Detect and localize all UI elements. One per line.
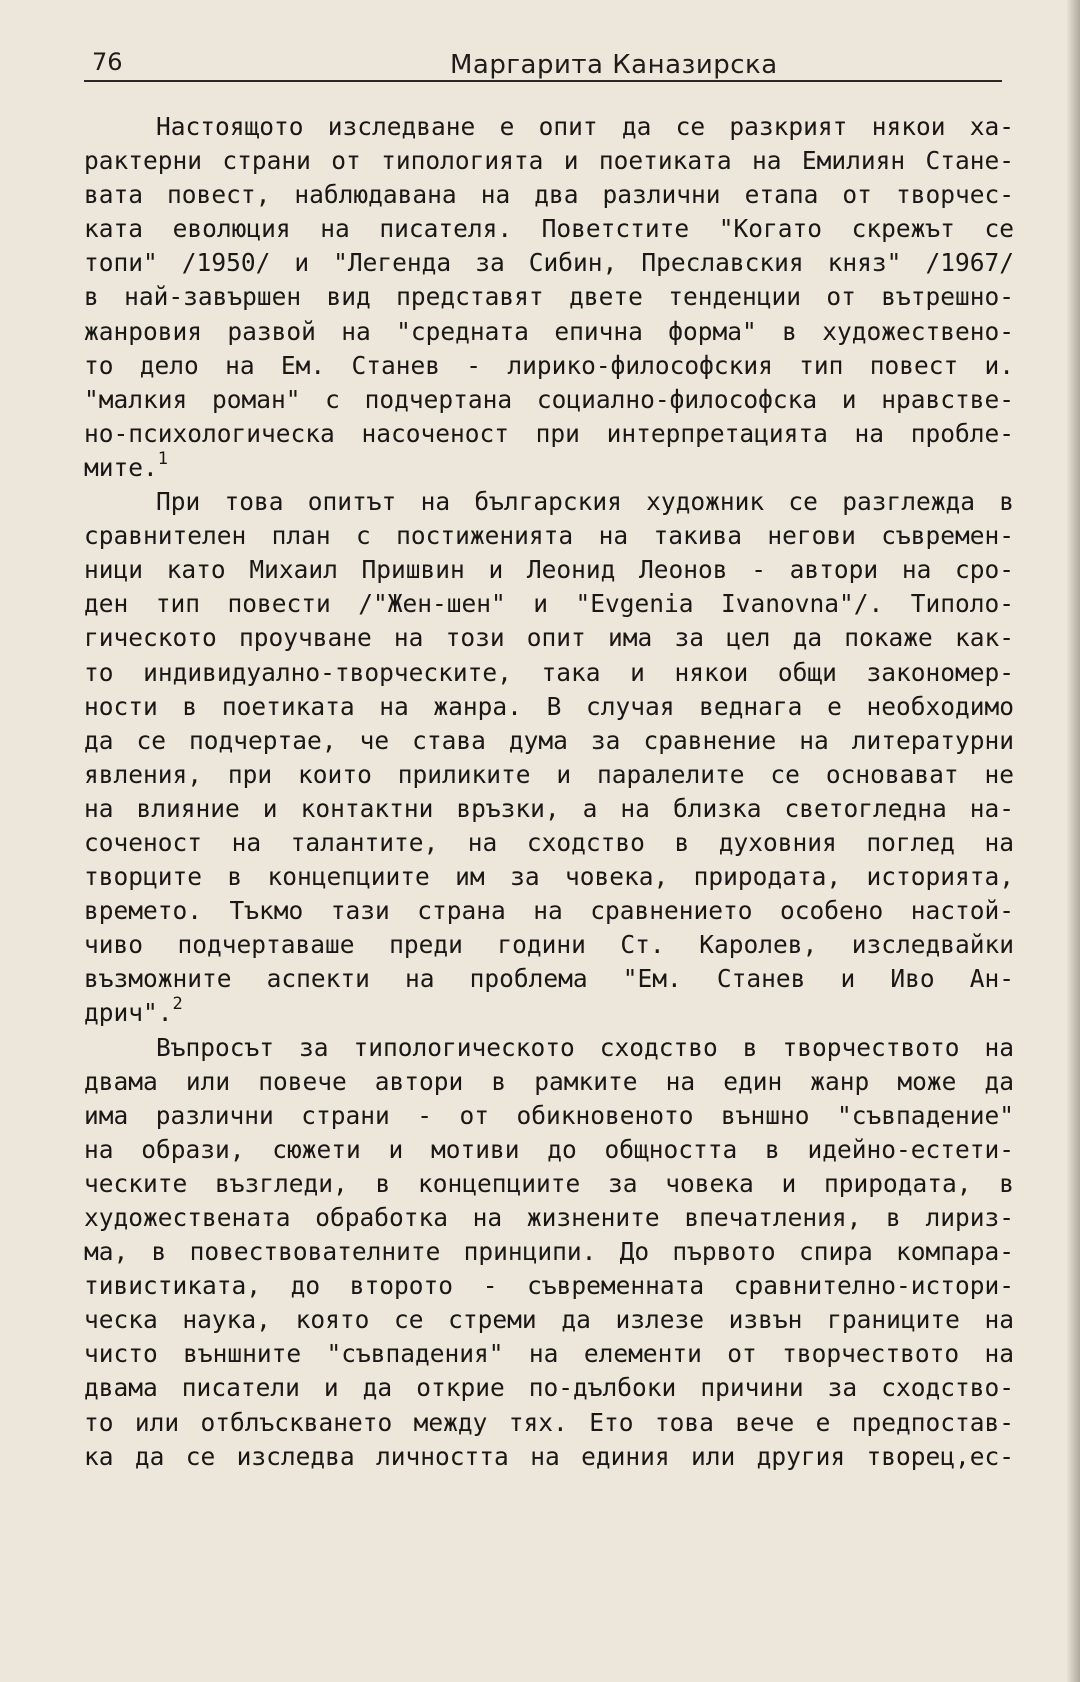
text-line: възможните аспекти на проблема "Ем. Станев и Иво Ан- — [84, 964, 1014, 994]
text-line-content: дрич". — [84, 998, 173, 1028]
text-line-content: мите. — [84, 452, 158, 482]
text-line: то индивидуално-творческите, така и някои общи закономер- — [84, 657, 1014, 687]
footnote-marker: 1 — [157, 448, 169, 469]
text-line: Въпросът за типологическото сходство в творчеството на — [156, 1032, 1014, 1062]
text-line: соченост на талантите, на сходство в духовния поглед на — [84, 827, 1014, 857]
page-edge-shadow — [1066, 0, 1080, 1682]
footnote-marker: 2 — [172, 994, 183, 1015]
text-line: в най-завършен вид представят двете тенденции от вътрешно- — [84, 282, 1014, 312]
text-line: на влияние и контактни връзки, а на близка светогледна на- — [84, 793, 1014, 823]
text-line: ката еволюция на писателя. Поветстите "Когато скрежът се — [84, 214, 1014, 244]
text-line: ма, в повествователните принципи. До първото спира компара- — [84, 1237, 1014, 1267]
text-line: При това опитът на българския художник се разглежда в — [156, 487, 1014, 517]
text-line: но-психологическа насоченост при интерпретацията на пробле- — [84, 418, 1014, 448]
text-line: сравнителен план с постиженията на такива негови съвремен- — [84, 521, 1014, 551]
text-line: ческите възгледи, в концепциите за човека и природата, в — [84, 1168, 1014, 1198]
text-line — [84, 996, 1014, 1030]
text-line: двама или повече автори в рамките на един жанр може да — [84, 1066, 1014, 1096]
text-line: то дело на Ем. Станев - лирико-философския тип повест и. — [84, 350, 1014, 380]
text-line: на образи, сюжети и мотиви до общността в идейно-естети- — [84, 1134, 1014, 1164]
page-header — [84, 44, 1002, 82]
text-line: чисто външните "съвпадения" на елементи от творчеството на — [84, 1339, 1014, 1369]
text-line: има различни страни - от обикновеното външно "съвпадение" — [84, 1100, 1014, 1130]
text-line: рактерни страни от типологията и поетиката на Емилиян Стане- — [84, 146, 1014, 176]
text-line: то или отблъскването между тях. Ето това вече е предпостав- — [84, 1407, 1014, 1437]
text-line: ден тип повести /"Жен-шен" и "Evgenia Ivanovna"/. Типоло- — [84, 589, 1014, 619]
text-line: ници като Михаил Пришвин и Леонид Леонов - автори на сро- — [84, 555, 1014, 585]
text-line: топи" /1950/ и "Легенда за Сибин, Преславския княз" /1967/ — [84, 248, 1014, 278]
text-line: Настоящото изследване е опит да се разкрият някои ха- — [156, 112, 1014, 141]
text-line: "малкия роман" с подчертана социално-философска и нравстве- — [84, 384, 1014, 414]
text-line: двама писатели и да открие по-дълбоки причини за сходство- — [84, 1373, 1014, 1403]
text-line: ка да се изследва личността на единия или другия творец,ес- — [84, 1441, 1014, 1471]
body-text — [84, 110, 1014, 1474]
text-line: ности в поетиката на жанра. В случая веднага е необходимо — [84, 691, 1014, 721]
text-line: тивистиката, до второто - съвременната сравнително-истори- — [84, 1271, 1014, 1301]
text-line: явления, при които приликите и паралелите се основават не — [84, 759, 1014, 789]
text-line — [84, 448, 1014, 485]
page-number: 76 — [92, 48, 123, 76]
text-line: гическото проучване на този опит има за цел да покаже как- — [84, 623, 1014, 653]
text-line: ческа наука, която се стреми да излезе извън границите на — [84, 1305, 1014, 1335]
text-line: да се подчертае, че става дума за сравнение на литературни — [84, 725, 1014, 755]
text-line: времето. Тъкмо тази страна на сравнението особено настой- — [84, 896, 1014, 926]
text-line: творците в концепциите им за човека, природата, историята, — [84, 862, 1014, 892]
text-line: чиво подчертаваше преди години Ст. Каролев, изследвайки — [84, 930, 1014, 960]
text-line: жанровия развой на "средната епична форма" в художествено- — [84, 316, 1014, 346]
text-line: вата повест, наблюдавана на два различни етапа от творчес- — [84, 180, 1014, 210]
running-head: Маргарита Каназирска — [450, 50, 778, 80]
text-line: художествената обработка на жизнените впечатления, в лириз- — [84, 1203, 1014, 1232]
